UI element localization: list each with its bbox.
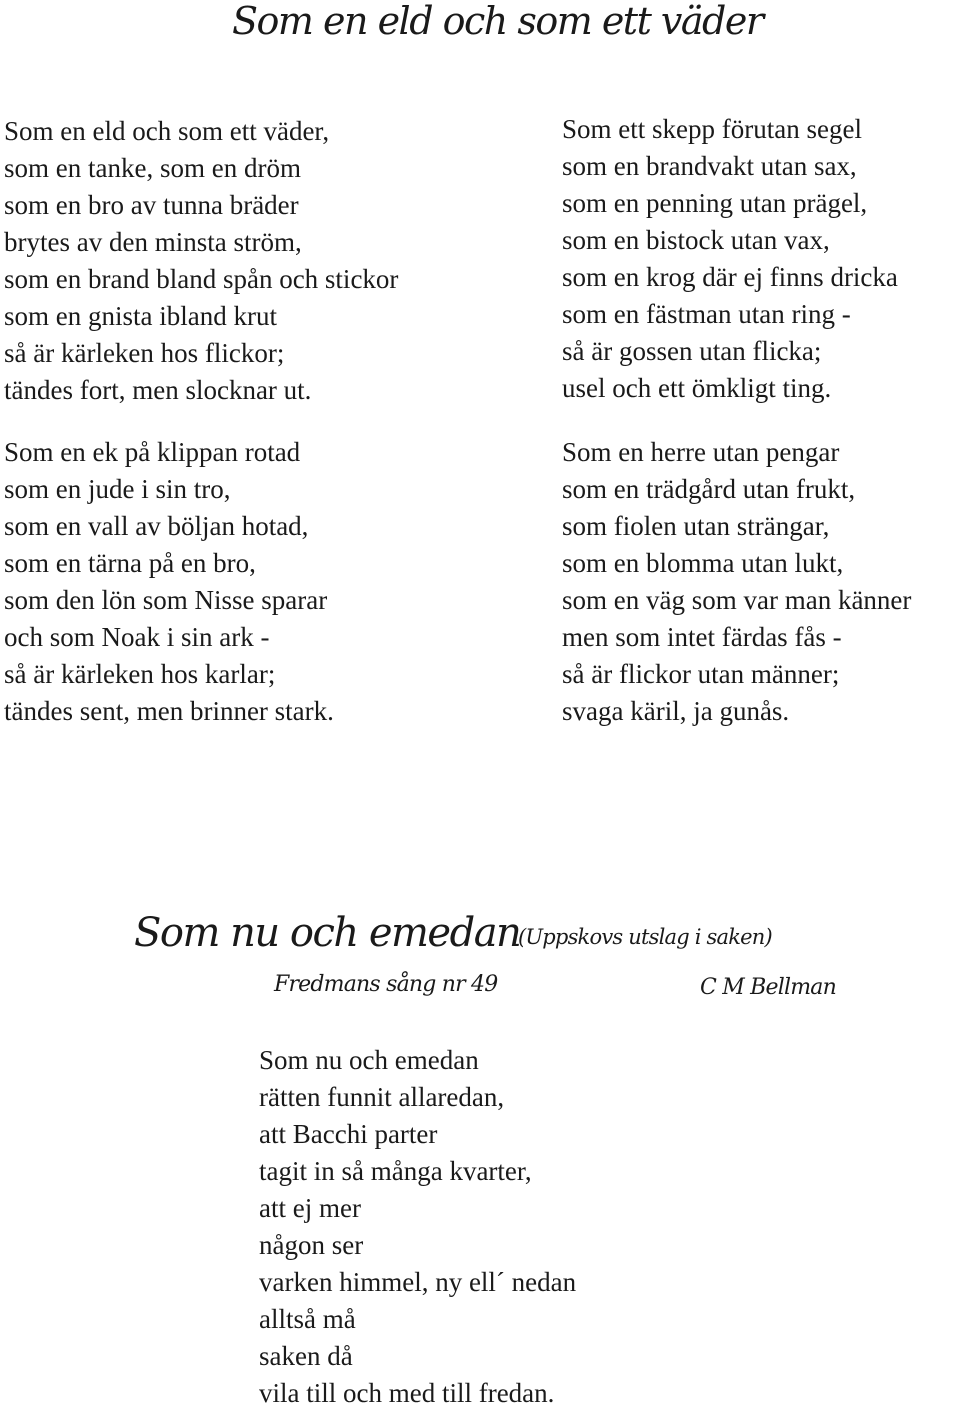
poem-line: usel och ett ömkligt ting. xyxy=(562,373,832,403)
poem-line: tändes sent, men brinner stark. xyxy=(4,696,334,726)
song-line: tagit in så många kvarter, xyxy=(259,1156,532,1186)
poem-line: som en penning utan prägel, xyxy=(562,188,868,218)
poem-line: som en krog där ej finns dricka xyxy=(562,262,898,292)
song-line: saken då xyxy=(259,1341,353,1371)
poem-line: som fiolen utan strängar, xyxy=(562,511,830,541)
poem-line: som den lön som Nisse sparar xyxy=(4,585,328,615)
song-line: att Bacchi parter xyxy=(259,1119,438,1149)
poem-line: och som Noak i sin ark - xyxy=(4,622,270,652)
poem-line: som en vall av böljan hotad, xyxy=(4,511,309,541)
poem-line: Som en herre utan pengar xyxy=(562,437,840,467)
poem-line: som en gnista ibland krut xyxy=(4,301,277,331)
poem-line: som en brandvakt utan sax, xyxy=(562,151,857,181)
song-line: vila till och med till fredan. xyxy=(259,1378,555,1408)
poem-line: men som intet färdas fås - xyxy=(562,622,842,652)
poem-line: som en jude i sin tro, xyxy=(4,474,231,504)
song-subtitle: (Uppskovs utslag i saken) xyxy=(518,925,772,949)
poem-line: så är kärleken hos flickor; xyxy=(4,338,285,368)
poem-line: som en fästman utan ring - xyxy=(562,299,851,329)
poem-line: som en bro av tunna bräder xyxy=(4,190,299,220)
poem-line: som en väg som var man känner xyxy=(562,585,912,615)
poem-line: så är flickor utan männer; xyxy=(562,659,840,689)
poem-line: så är kärleken hos karlar; xyxy=(4,659,276,689)
poem-line: Som en ek på klippan rotad xyxy=(4,437,301,467)
poem-line: som en brand bland spån och stickor xyxy=(4,264,399,294)
song-source: Fredmans sång nr 49 xyxy=(274,972,498,997)
song-line: varken himmel, ny ell´ nedan xyxy=(259,1267,577,1297)
poem-line: som en trädgård utan frukt, xyxy=(562,474,856,504)
song-stanza xyxy=(259,1042,576,1412)
poem-line: tändes fort, men slocknar ut. xyxy=(4,375,312,405)
poem-line: svaga käril, ja gunås. xyxy=(562,696,790,726)
song-line: att ej mer xyxy=(259,1193,361,1223)
poem-line: som en tärna på en bro, xyxy=(4,548,256,578)
poem-stanza-4 xyxy=(562,434,911,730)
song-line: någon ser xyxy=(259,1230,364,1260)
poem-line: så är gossen utan flicka; xyxy=(562,336,822,366)
poem-line: som en bistock utan vax, xyxy=(562,225,830,255)
song-line: alltså må xyxy=(259,1304,356,1334)
poem-stanza-3 xyxy=(562,111,898,407)
poem-title: Som en eld och som ett väder xyxy=(232,0,763,43)
poem-line: som en blomma utan lukt, xyxy=(562,548,844,578)
song-author: C M Bellman xyxy=(700,975,836,1000)
song-title: Som nu och emedan xyxy=(134,910,521,956)
poem-stanza-2 xyxy=(4,434,334,730)
song-line: Som nu och emedan xyxy=(259,1045,479,1075)
poem-line: Som ett skepp förutan segel xyxy=(562,114,862,144)
poem-line: brytes av den minsta ström, xyxy=(4,227,302,257)
song-line: rätten funnit allaredan, xyxy=(259,1082,505,1112)
poem-stanza-1 xyxy=(4,113,398,409)
poem-line: Som en eld och som ett väder, xyxy=(4,116,330,146)
poem-line: som en tanke, som en dröm xyxy=(4,153,301,183)
